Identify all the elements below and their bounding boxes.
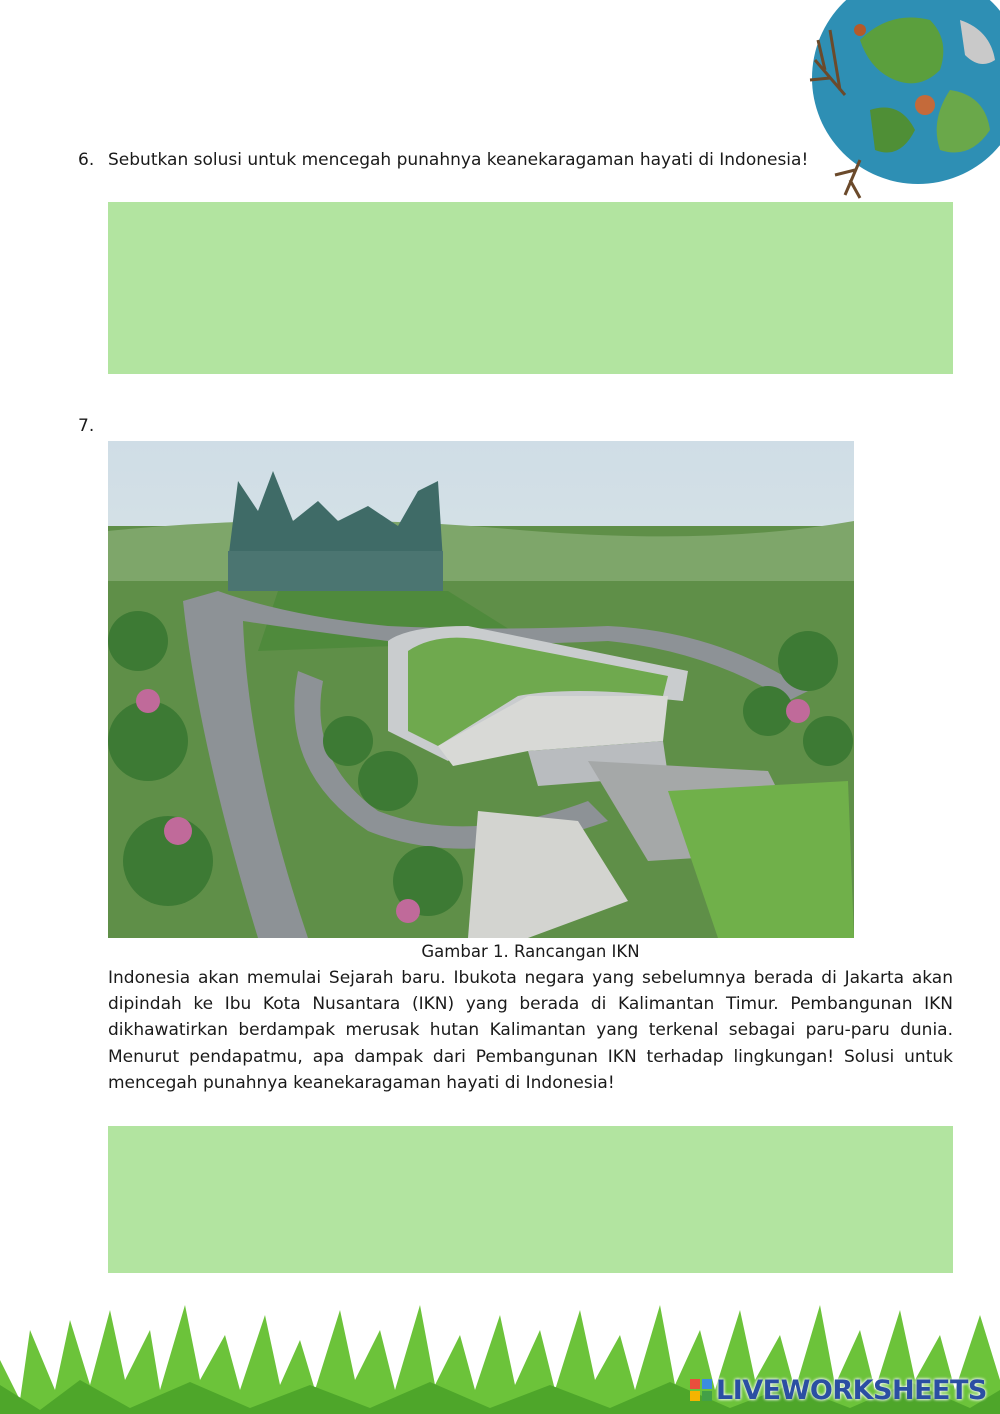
- question-7-number: 7.: [78, 416, 95, 436]
- liveworksheets-logo: [690, 1374, 987, 1406]
- liveworksheets-logo-text: LIVEWORKSHEETS: [716, 1374, 987, 1406]
- ikn-design-image: [108, 441, 854, 938]
- question-6-text: Sebutkan solusi untuk mencegah punahnya keanekaragaman hayati di Indonesia!: [108, 150, 809, 170]
- question-7-text: Indonesia akan memulai Sejarah baru. Ibukota negara yang sebelumnya berada di Jakarta akan dipindah ke Ibu Kota Nusantara (IKN) yang berada di Kalimantan Timur. Pembangunan IKN dikhawatirkan berdampak merusak hutan Kalimantan yang terkenal sebagai paru-paru dunia. Menurut pendapatmu, apa dampak dari Pembangunan IKN terhadap lingkungan! Solusi untuk mencegah punahnya keanekaragaman hayati di Indonesia!: [108, 968, 953, 1093]
- liveworksheets-badge-icon: [690, 1379, 712, 1401]
- answer-field-q6[interactable]: [108, 202, 953, 374]
- figure-caption: Gambar 1. Rancangan IKN: [421, 942, 640, 961]
- answer-field-q7[interactable]: [108, 1126, 953, 1273]
- earth-globe-illustration: [800, 0, 1000, 200]
- question-6-number: 6.: [78, 150, 95, 170]
